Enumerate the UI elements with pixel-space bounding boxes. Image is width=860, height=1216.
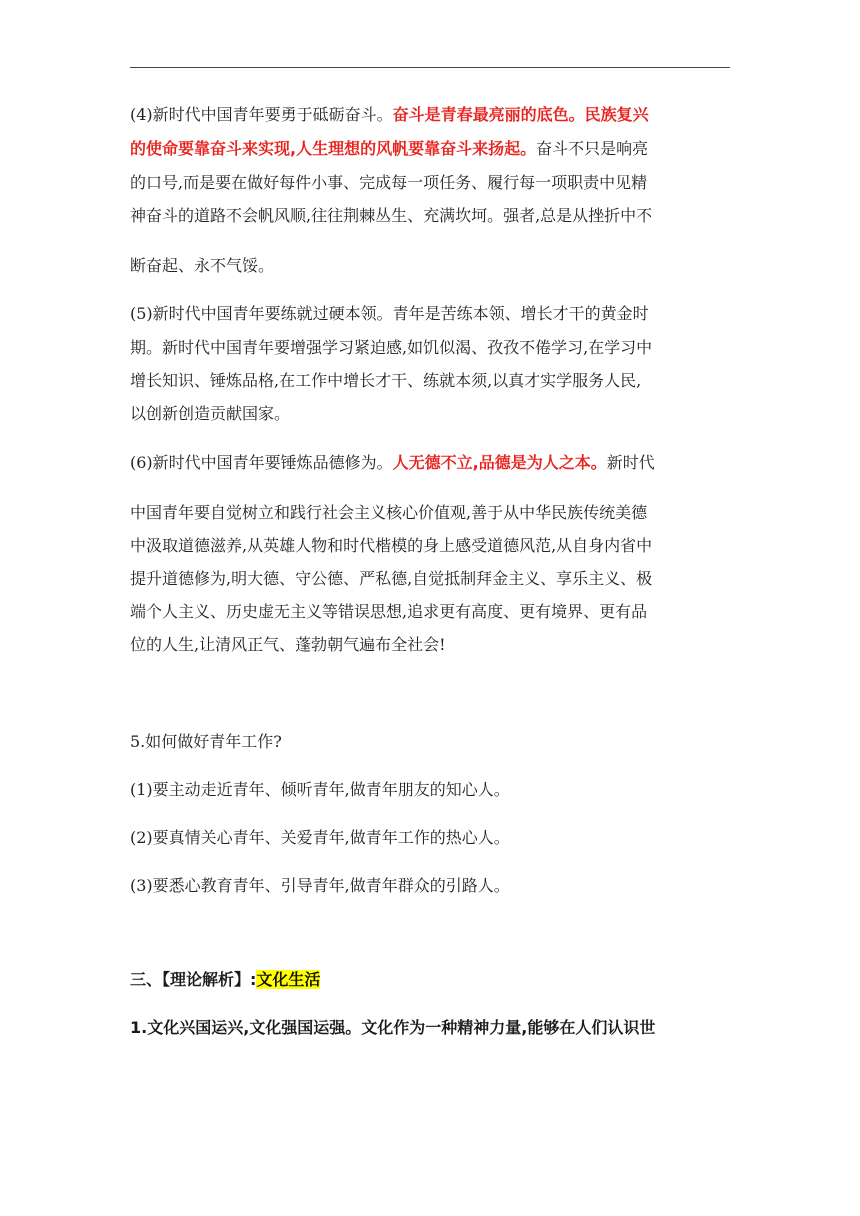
para-6-line-6: 位的人生,让清风正气、蓬勃朝气遍布全社会!	[130, 635, 446, 654]
para-4-line-3: 的口号,而是要在做好每件小事、完成每一项任务、履行每一项职责中见精	[130, 173, 648, 192]
para-6-line-5: 端个人主义、历史虚无主义等错误思想,追求更有高度、更有境界、更有品	[130, 602, 648, 621]
section-3-highlight: 文化生活	[256, 970, 321, 989]
para-4-line-4: 神奋斗的道路不会帆风顺,往往荆棘丛生、充满坎坷。强者,总是从挫折中不	[130, 206, 653, 225]
para-4-emphasis: 奋斗是青春最亮丽的底色。民族复兴	[392, 105, 649, 124]
para-4-line-5: 断奋起、永不气馁。	[130, 256, 275, 275]
section-3-heading	[130, 972, 730, 988]
para-4-emphasis-cont: 的使命要靠奋斗来实现,人生理想的风帆要靠奋斗来扬起。	[130, 139, 537, 158]
para-5-line-2: 期。新时代中国青年要增强学习紧迫感,如饥似渴、孜孜不倦学习,在学习中	[130, 338, 653, 357]
question-5-item-3: (3)要悉心教育青年、引导青年,做青年群众的引路人。	[130, 876, 510, 895]
question-5-item-2: (2)要真情关心青年、关爱青年,做青年工作的热心人。	[130, 828, 510, 847]
para-4-line-2	[130, 141, 730, 157]
para-5-line-3: 增长知识、锤炼品格,在工作中增长才干、练就本须,以真才实学服务人民,	[130, 371, 642, 390]
question-5-title: 5.如何做好青年工作?	[130, 732, 282, 751]
para-6-emphasis: 人无德不立,品德是为人之本。	[392, 453, 607, 472]
section-3-line-1: 1.文化兴国运兴,文化强国运强。文化作为一种精神力量,能够在人们认识世	[130, 1018, 656, 1037]
section-3-prefix: 三、【理论解析】:	[130, 970, 257, 989]
para-5-line-1: (5)新时代中国青年要练就过硬本领。青年是苦练本领、增长才干的黄金时	[130, 304, 649, 323]
para-6-line-3: 中汲取道德滋养,从英雄人物和时代楷模的身上感受道德风范,从自身内省中	[130, 536, 653, 555]
para-6-line-1	[130, 455, 730, 471]
para-6-line-2: 中国青年要自觉树立和践行社会主义核心价值观,善于从中华民族传统美德	[130, 503, 648, 522]
para-5-line-4: 以创新创造贡献国家。	[130, 404, 291, 423]
question-5-item-1: (1)要主动走近青年、倾听青年,做青年朋友的知心人。	[130, 780, 510, 799]
para-4-text: (4)新时代中国青年要勇于砥砺奋斗。	[130, 105, 393, 124]
para-6-text-tail: 新时代	[606, 453, 655, 472]
para-4-line-1	[130, 107, 730, 123]
para-6-line-4: 提升道德修为,明大德、守公德、严私德,自觉抵制拜金主义、享乐主义、极	[130, 569, 653, 588]
para-6-text: (6)新时代中国青年要锤炼品德修为。	[130, 453, 393, 472]
header-rule	[130, 67, 730, 68]
para-4-text: 奋斗不只是响亮	[536, 139, 649, 158]
